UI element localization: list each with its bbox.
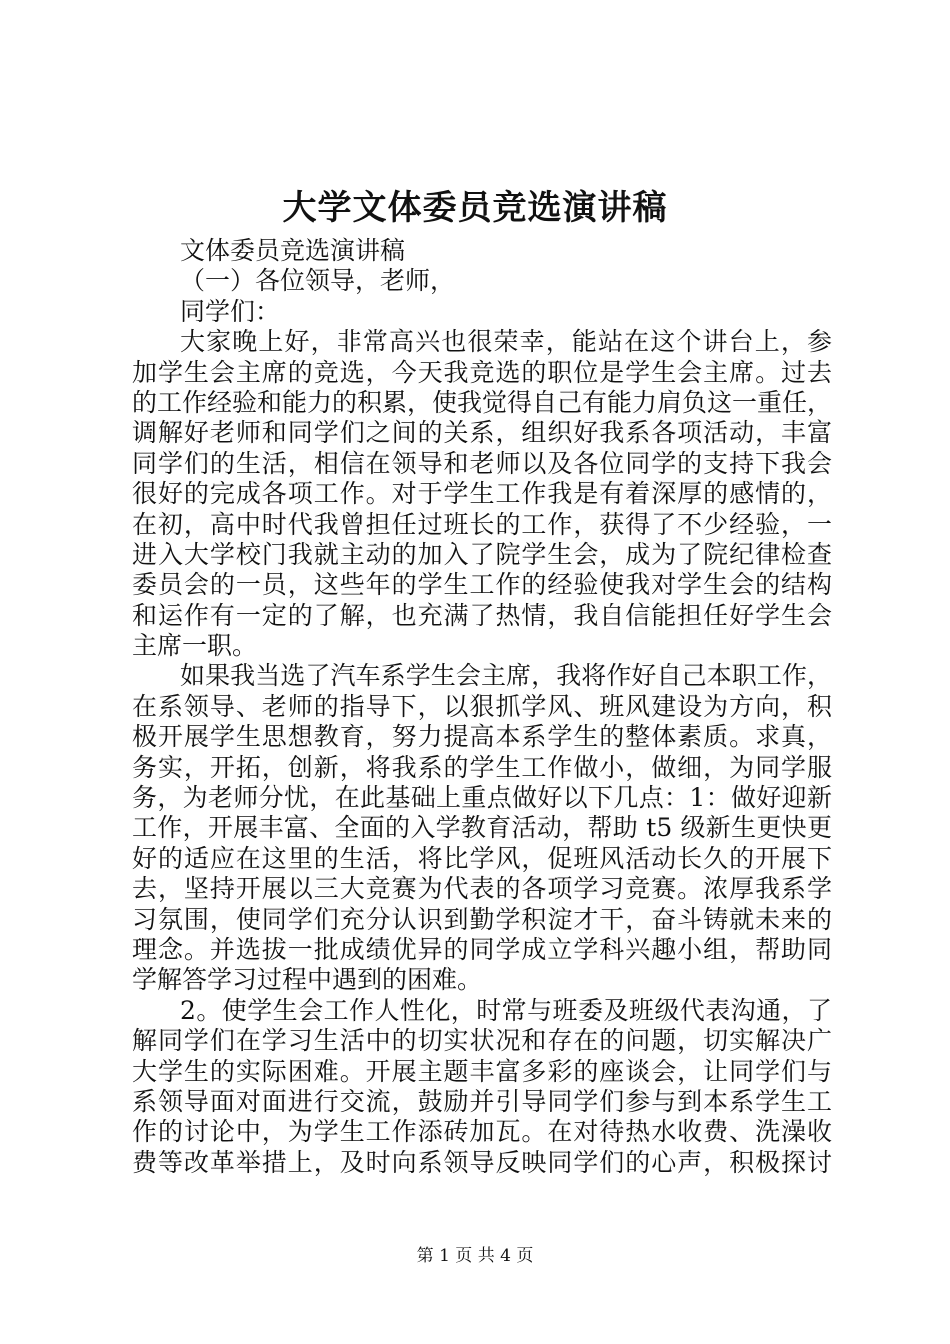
text-line: 2。使学生会工作人性化，时常与班委及班级代表沟通，了 — [180, 995, 832, 1025]
text-line: 习氛围，使同学们充分认识到勤学积淀才干，奋斗铸就未来的 — [132, 904, 832, 934]
text-line: 同学们的生活，相信在领导和老师以及各位同学的支持下我会 — [132, 448, 832, 478]
text-line: 大家晚上好，非常高兴也很荣幸，能站在这个讲台上，参 — [180, 327, 832, 357]
text-line: 去，坚持开展以三大竞赛为代表的各项学习竞赛。浓厚我系学 — [132, 874, 832, 904]
text-line: 和运作有一定的了解，也充满了热情，我自信能担任好学生会 — [132, 600, 832, 630]
text-line: 理念。并选拔一批成绩优异的同学成立学科兴趣小组，帮助同 — [132, 934, 832, 964]
text-line: 文体委员竞选演讲稿 — [180, 236, 406, 265]
text-line: 好的适应在这里的生活，将比学风，促班风活动长久的开展下 — [132, 843, 832, 873]
document-body — [132, 236, 832, 1178]
text-line: 很好的完成各项工作。对于学生工作我是有着深厚的感情的， — [132, 479, 832, 509]
text-line: 作的讨论中，为学生工作添砖加瓦。在对待热水收费、洗澡收 — [132, 1117, 832, 1147]
text-line: 调解好老师和同学们之间的关系，组织好我系各项活动，丰富 — [132, 418, 832, 448]
document-title: 大学文体委员竞选演讲稿 — [282, 188, 668, 228]
text-line: 加学生会主席的竞选，今天我竞选的职位是学生会主席。过去 — [132, 357, 832, 387]
text-line: 委员会的一员，这些年的学生工作的经验使我对学生会的结构 — [132, 570, 832, 600]
text-line: 解同学们在学习生活中的切实状况和存在的问题，切实解决广 — [132, 1026, 832, 1056]
text-line: 费等改革举措上，及时向系领导反映同学们的心声，积极探讨 — [132, 1147, 832, 1177]
text-line: 学解答学习过程中遇到的困难。 — [132, 965, 483, 995]
text-line: 如果我当选了汽车系学生会主席，我将作好自己本职工作， — [180, 661, 832, 691]
text-line: 的工作经验和能力的积累，使我觉得自己有能力肩负这一重任， — [132, 387, 833, 417]
page-footer: 第 1 页 共 4 页 — [416, 1246, 534, 1266]
text-line: （一）各位领导，老师， — [180, 266, 456, 296]
text-line: 工作，开展丰富、全面的入学教育活动，帮助 t5 级新生更快更 — [132, 813, 832, 843]
text-line: 务，为老师分忧，在此基础上重点做好以下几点：1：做好迎新 — [132, 783, 832, 813]
text-line: 在初，高中时代我曾担任过班长的工作，获得了不少经验，一 — [132, 509, 832, 539]
text-line: 系领导面对面进行交流，鼓励并引导同学们参与到本系学生工 — [132, 1086, 832, 1116]
text-line: 进入大学校门我就主动的加入了院学生会，成为了院纪律检查 — [132, 539, 832, 569]
text-line: 主席一职。 — [132, 631, 258, 661]
text-line: 同学们： — [180, 296, 281, 326]
text-line: 务实，开拓，创新，将我系的学生工作做小，做细，为同学服 — [132, 752, 832, 782]
text-line: 在系领导、老师的指导下，以狠抓学风、班风建设为方向，积 — [132, 691, 832, 721]
text-line: 极开展学生思想教育，努力提高本系学生的整体素质。求真， — [132, 722, 832, 752]
text-line: 大学生的实际困难。开展主题丰富多彩的座谈会，让同学们与 — [132, 1056, 832, 1086]
